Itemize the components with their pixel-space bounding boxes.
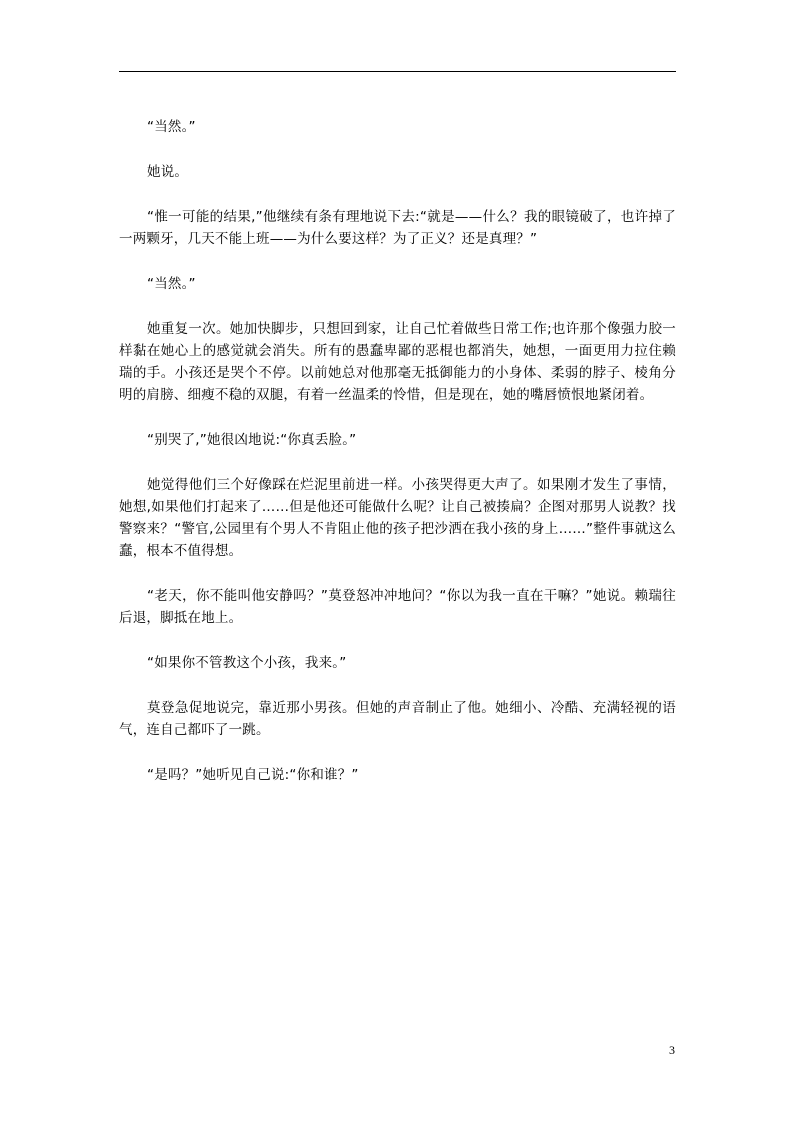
page-number: 3	[669, 1043, 675, 1057]
paragraph: “别哭了,”她很凶地说:“你真丢脸。”	[147, 432, 357, 448]
paragraph: “当然。”	[147, 276, 196, 292]
paragraph: “老天，你不能叫他安静吗？”莫登怒冲冲地问？“你以为我一直在干嘛？”她说。赖瑞往后退，脚抵在地上。	[119, 588, 676, 626]
paragraph: “如果你不管教这个小孩，我来。”	[147, 655, 347, 671]
paragraph: 莫登急促地说完，靠近那小男孩。但她的声音制止了他。她细小、冷酷、充满轻视的语气，连自己都吓了一跳。	[119, 700, 676, 738]
paragraph: “是吗？”她听见自己说:“你和谁？”	[147, 767, 359, 783]
paragraph: “当然。”	[147, 119, 196, 135]
paragraph: 她说。	[147, 164, 189, 180]
header-rule	[119, 71, 676, 72]
paragraph: 她觉得他们三个好像踩在烂泥里前进一样。小孩哭得更大声了。如果刚才发生了事情，她想,如果他们打起来了……但是他还可能做什么呢？让自己被揍扁？企图对那男人说教？找警察来？“警官,公园里有个男人不肯阻止他的孩子把沙洒在我小孩的身上……”整件事就这么蠢，根本不值得想。	[119, 477, 676, 559]
paragraph: 她重复一次。她加快脚步，只想回到家，让自己忙着做些日常工作;也许那个像强力胶一样黏在她心上的感觉就会消失。所有的愚蠢卑鄙的恶棍也都消失，她想，一面更用力拉住赖瑞的手。小孩还是哭个不停。以前她总对他那毫无抵御能力的小身体、柔弱的脖子、棱角分明的肩膀、细瘦不稳的双腿，有着一丝温柔的怜惜，但是现在，她的嘴唇愤恨地紧闭着。	[119, 321, 676, 403]
paragraph: “惟一可能的结果,”他继续有条有理地说下去:“就是——什么？我的眼镜破了，也许掉了一两颗牙，几天不能上班——为什么要这样？为了正义？还是真理？”	[119, 209, 676, 247]
body-text	[119, 116, 676, 809]
